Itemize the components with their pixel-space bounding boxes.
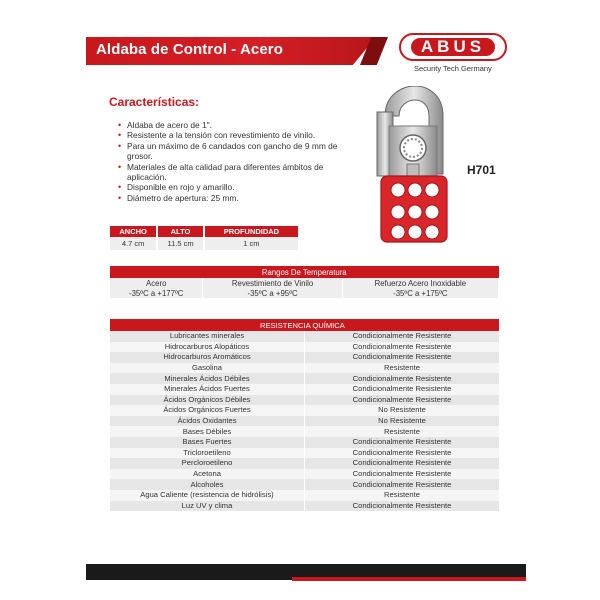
resistance-value: Condicionalmente Resistente bbox=[305, 331, 500, 342]
dim-value: 11.5 cm bbox=[157, 237, 204, 250]
resistance-value: Condicionalmente Resistente bbox=[305, 437, 500, 448]
table-row bbox=[110, 405, 499, 416]
table-row bbox=[110, 501, 499, 512]
table-row bbox=[110, 448, 499, 459]
temp-column: Acero bbox=[110, 278, 203, 288]
temperature-table bbox=[110, 266, 499, 298]
chemical-rows bbox=[110, 331, 499, 511]
chemical-name: Ácidos Oxidantes bbox=[110, 416, 305, 427]
chemical-name: Ácidos Orgánicos Débiles bbox=[110, 395, 305, 406]
features-title: Características: bbox=[109, 95, 200, 109]
chemical-name: Minerales Ácidos Débiles bbox=[110, 373, 305, 384]
footer-accent-bar bbox=[292, 577, 526, 581]
table-row bbox=[110, 373, 499, 384]
resistance-value: Condicionalmente Resistente bbox=[305, 352, 500, 363]
chemical-name: Agua Caliente (resistencia de hidrólisis) bbox=[110, 490, 305, 501]
table-row bbox=[110, 426, 499, 437]
chemical-name: Lubricantes minerales bbox=[110, 331, 305, 342]
chemical-name: Hidrocarburos Alopáticos bbox=[110, 342, 305, 353]
hasp-product-image bbox=[363, 86, 463, 248]
table-row bbox=[110, 469, 499, 480]
brand-tagline: Security Tech Germany bbox=[414, 64, 492, 73]
table-row bbox=[110, 384, 499, 395]
dim-header: ANCHO bbox=[110, 226, 157, 237]
resistance-value: Condicionalmente Resistente bbox=[305, 448, 500, 459]
dimensions-table bbox=[110, 226, 300, 250]
table-row bbox=[110, 458, 499, 469]
resistance-value: Condicionalmente Resistente bbox=[305, 458, 500, 469]
chemical-name: Hidrocarburos Aromáticos bbox=[110, 352, 305, 363]
chemical-title: RESISTENCIA QUÍMICA bbox=[110, 319, 499, 331]
resistance-value: Resistente bbox=[305, 363, 500, 374]
temperature-title: Rangos De Temperatura bbox=[110, 266, 499, 278]
table-row bbox=[110, 490, 499, 501]
chemical-name: Gasolina bbox=[110, 363, 305, 374]
table-row bbox=[110, 331, 499, 342]
table-row bbox=[110, 395, 499, 406]
table-row bbox=[110, 479, 499, 490]
feature-item: • Aldaba de acero de 1". bbox=[118, 120, 358, 130]
resistance-value: Resistente bbox=[305, 426, 500, 437]
resistance-value: Condicionalmente Resistente bbox=[305, 384, 500, 395]
resistance-value: Condicionalmente Resistente bbox=[305, 395, 500, 406]
chemical-name: Tricloroetileno bbox=[110, 448, 305, 459]
resistance-value: Resistente bbox=[305, 490, 500, 501]
chemical-name: Acetona bbox=[110, 469, 305, 480]
feature-item: • Materiales de alta calidad para diferentes ámbitos de aplicación. bbox=[118, 162, 358, 183]
page-title: Aldaba de Control - Acero bbox=[96, 41, 283, 58]
temp-column: Refuerzo Acero Inoxidable bbox=[342, 278, 498, 288]
features-list bbox=[118, 120, 358, 203]
table-row bbox=[110, 342, 499, 353]
feature-item: • Resistente a la tensión con revestimiento de vinilo. bbox=[118, 130, 358, 140]
table-row bbox=[110, 416, 499, 427]
resistance-value: Condicionalmente Resistente bbox=[305, 479, 500, 490]
feature-item: • Disponible en rojo y amarillo. bbox=[118, 182, 358, 192]
chemical-resistance-table bbox=[110, 319, 499, 511]
table-row bbox=[110, 352, 499, 363]
chemical-name: Bases Débiles bbox=[110, 426, 305, 437]
chemical-name: Ácidos Orgánicos Fuertes bbox=[110, 405, 305, 416]
resistance-value: No Resistente bbox=[305, 416, 500, 427]
abus-logo bbox=[399, 33, 507, 61]
chemical-name: Percloroetileno bbox=[110, 458, 305, 469]
chemical-name: Minerales Ácidos Fuertes bbox=[110, 384, 305, 395]
temp-column: Revestimiento de Vinilo bbox=[203, 278, 342, 288]
dim-header: ALTO bbox=[157, 226, 204, 237]
logo-text: ABUS bbox=[411, 38, 495, 56]
resistance-value: Condicionalmente Resistente bbox=[305, 501, 500, 512]
dim-header: PROFUNDIDAD bbox=[204, 226, 299, 237]
resistance-value: Condicionalmente Resistente bbox=[305, 342, 500, 353]
dim-value: 1 cm bbox=[204, 237, 299, 250]
resistance-value: Condicionalmente Resistente bbox=[305, 373, 500, 384]
temp-value: -35ºC a +95ºC bbox=[203, 288, 342, 298]
temp-value: -35ºC a +177ºC bbox=[110, 288, 203, 298]
table-row bbox=[110, 437, 499, 448]
resistance-value: Condicionalmente Resistente bbox=[305, 469, 500, 480]
chemical-name: Luz UV y clima bbox=[110, 501, 305, 512]
feature-item: • Diámetro de apertura: 25 mm. bbox=[118, 193, 358, 203]
temp-value: -35ºC a +175ºC bbox=[342, 288, 498, 298]
dim-value: 4.7 cm bbox=[110, 237, 157, 250]
model-number: H701 bbox=[467, 163, 496, 177]
chemical-name: Alcoholes bbox=[110, 479, 305, 490]
resistance-value: No Resistente bbox=[305, 405, 500, 416]
chemical-name: Bases Fuertes bbox=[110, 437, 305, 448]
table-row bbox=[110, 363, 499, 374]
feature-item: • Para un máximo de 6 candados con gancho de 9 mm de grosor. bbox=[118, 141, 358, 162]
